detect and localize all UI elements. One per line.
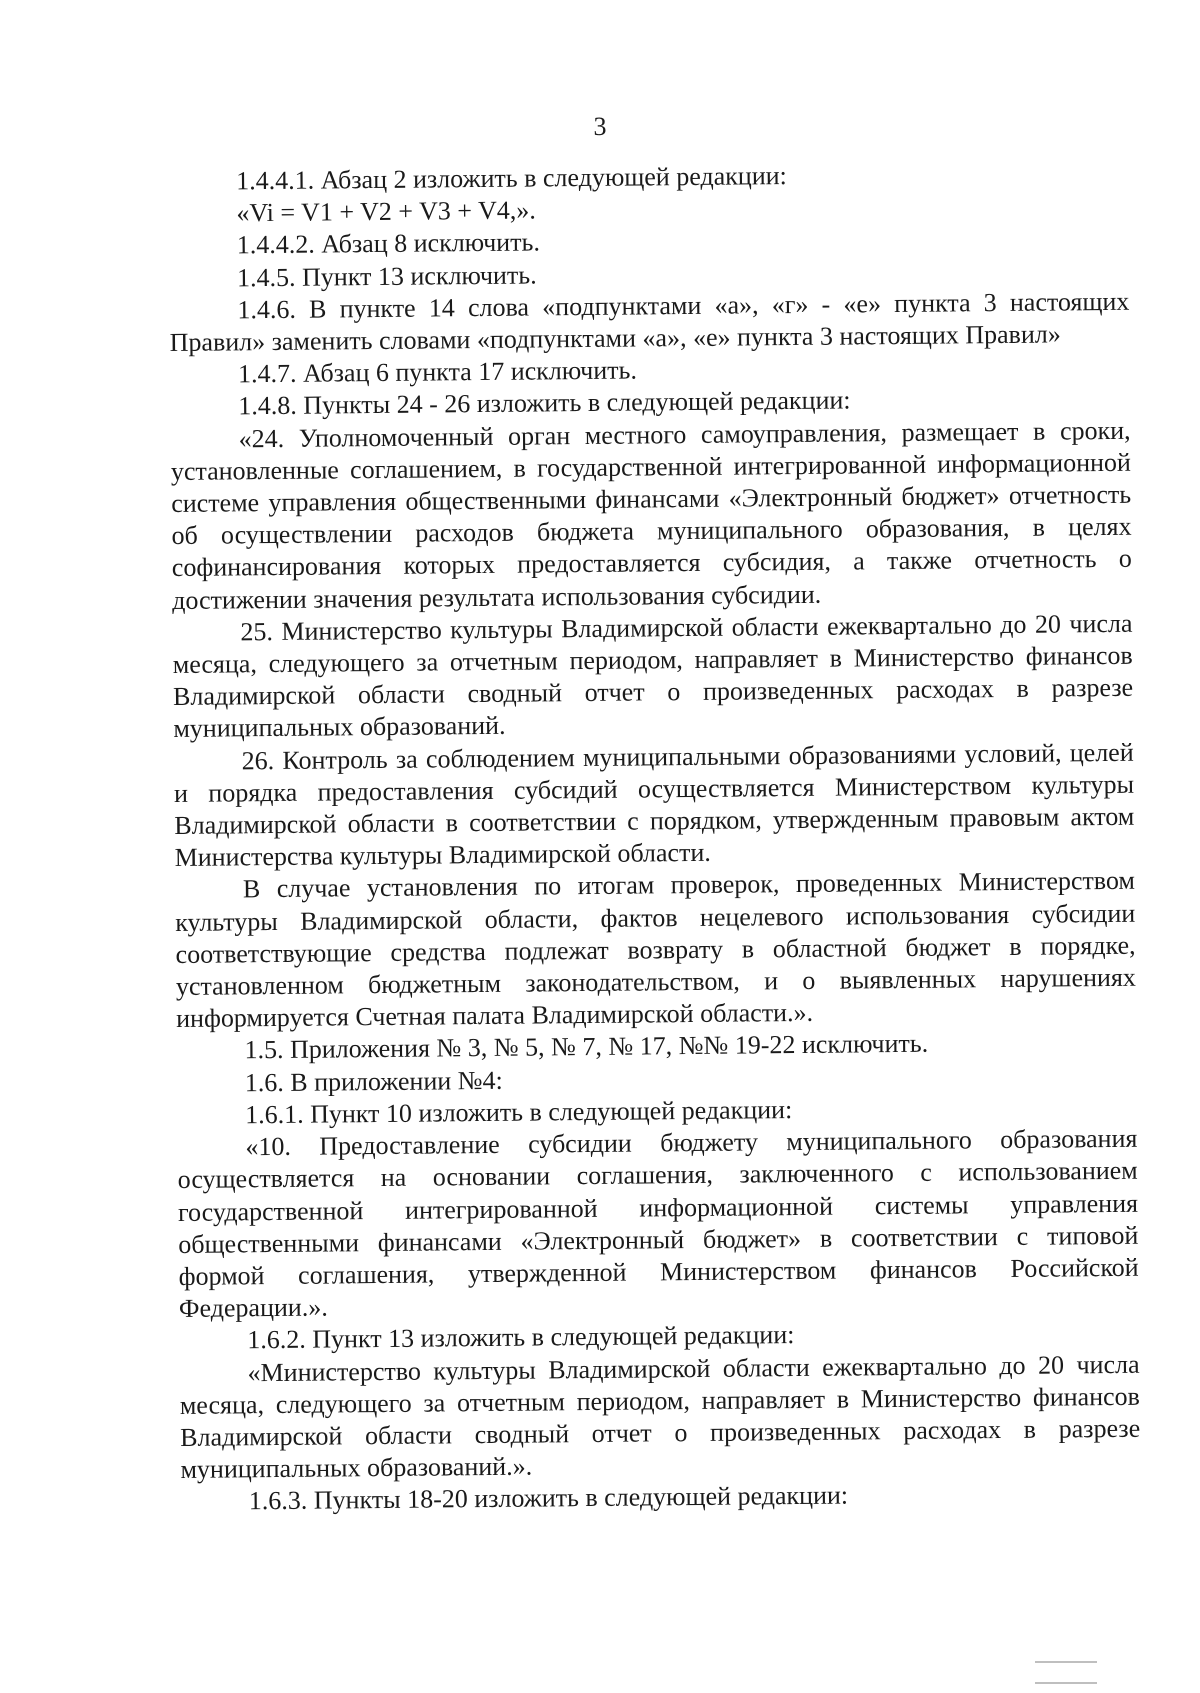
- paragraph-point-10: «10. Предоставление субсидии бюджету муниципального образования осуществляется на основании соглашения, заключенного с использованием государственной интегрированной информационной системы управления общественными финансами «Электронный бюджет» в соответствии с типовой формой соглашения, утвержденной Министерством финансов Российской Федерации.».: [177, 1123, 1139, 1324]
- paragraph-point-26: 26. Контроль за соблюдением муниципальными образованиями условий, целей и порядка предоставления субсидий осуществляется Министерством культуры Владимирской области в соответствии с порядком, утвержденным правовым актом Министерства культуры Владимирской области.: [173, 737, 1135, 873]
- paragraph-1-4-7: 1.4.7. Абзац 6 пункта 17 исключить.: [237, 355, 638, 389]
- paragraph-formula: «Vi = V1 + V2 + V3 + V4,».: [236, 195, 536, 228]
- paragraph-1-6-2: 1.6.2. Пункт 13 изложить в следующей редакции:: [247, 1320, 795, 1355]
- scan-mark-line-1: [1035, 1661, 1097, 1663]
- paragraph-1-4-4-1: 1.4.4.1. Абзац 2 изложить в следующей редакции:: [236, 161, 787, 196]
- scan-mark-line-2: [1035, 1682, 1097, 1684]
- paragraph-violations: В случае установления по итогам проверок, проведенных Министерством культуры Владимирской области, фактов нецелевого использования субсидии соответствующие средства подлежат возврату в областной бюджет в порядке, установленном бюджетным законодательством, и о выявленных нарушениях информируется Счетная палата Владимирской области.».: [175, 866, 1136, 1034]
- paragraph-1-4-6: 1.4.6. В пункте 14 слова «подпунктами «а», «г» - «е» пункта 3 настоящих Правил» заменить словами «подпунктами «а», «е» пункта 3 настоящих Правил»: [169, 286, 1130, 358]
- paragraph-point-25: 25. Министерство культуры Владимирской области ежеквартально до 20 числа месяца, следующего за отчетным периодом, направляет в Министерство финансов Владимирской области сводный отчет о произведенных расходах в разрезе муниципальных образований.: [172, 608, 1134, 744]
- paragraph-1-5: 1.5. Приложения № 3, № 5, № 7, № 17, №№ 19-22 исключить.: [244, 1029, 929, 1065]
- paragraph-1-4-5: 1.4.5. Пункт 13 исключить.: [236, 260, 537, 292]
- paragraph-1-6: 1.6. В приложении №4:: [244, 1065, 503, 1097]
- page-number: 3: [593, 112, 607, 141]
- paragraph-point-13-text: «Министерство культуры Владимирской области ежеквартально до 20 числа месяца, следующего за отчетным периодом, направляет в Министерство финансов Владимирской области сводный отчет о произведенных расходах в разрезе муниципальных образований.».: [179, 1349, 1141, 1485]
- paragraph-1-4-4-2: 1.4.4.2. Абзац 8 исключить.: [236, 227, 541, 260]
- paragraph-1-4-8: 1.4.8. Пункты 24 - 26 изложить в следующей редакции:: [238, 385, 851, 421]
- paragraph-1-6-1: 1.6.1. Пункт 10 изложить в следующей редакции:: [244, 1094, 793, 1130]
- document-body: [168, 157, 1141, 1519]
- paragraph-point-24: «24. Уполномоченный орган местного самоуправления, размещает в сроки, установленные соглашением, в государственной интегрированной информационной системе управления общественными финансами «Электронный бюджет» отчетность об осуществлении расходов бюджета муниципального образования, в целях софинансирования которых предоставляется субсидия, а также отчетность о достижении значения результата использования субсидии.: [170, 415, 1132, 615]
- paragraph-1-6-3: 1.6.3. Пункты 18-20 изложить в следующей редакции:: [248, 1480, 849, 1516]
